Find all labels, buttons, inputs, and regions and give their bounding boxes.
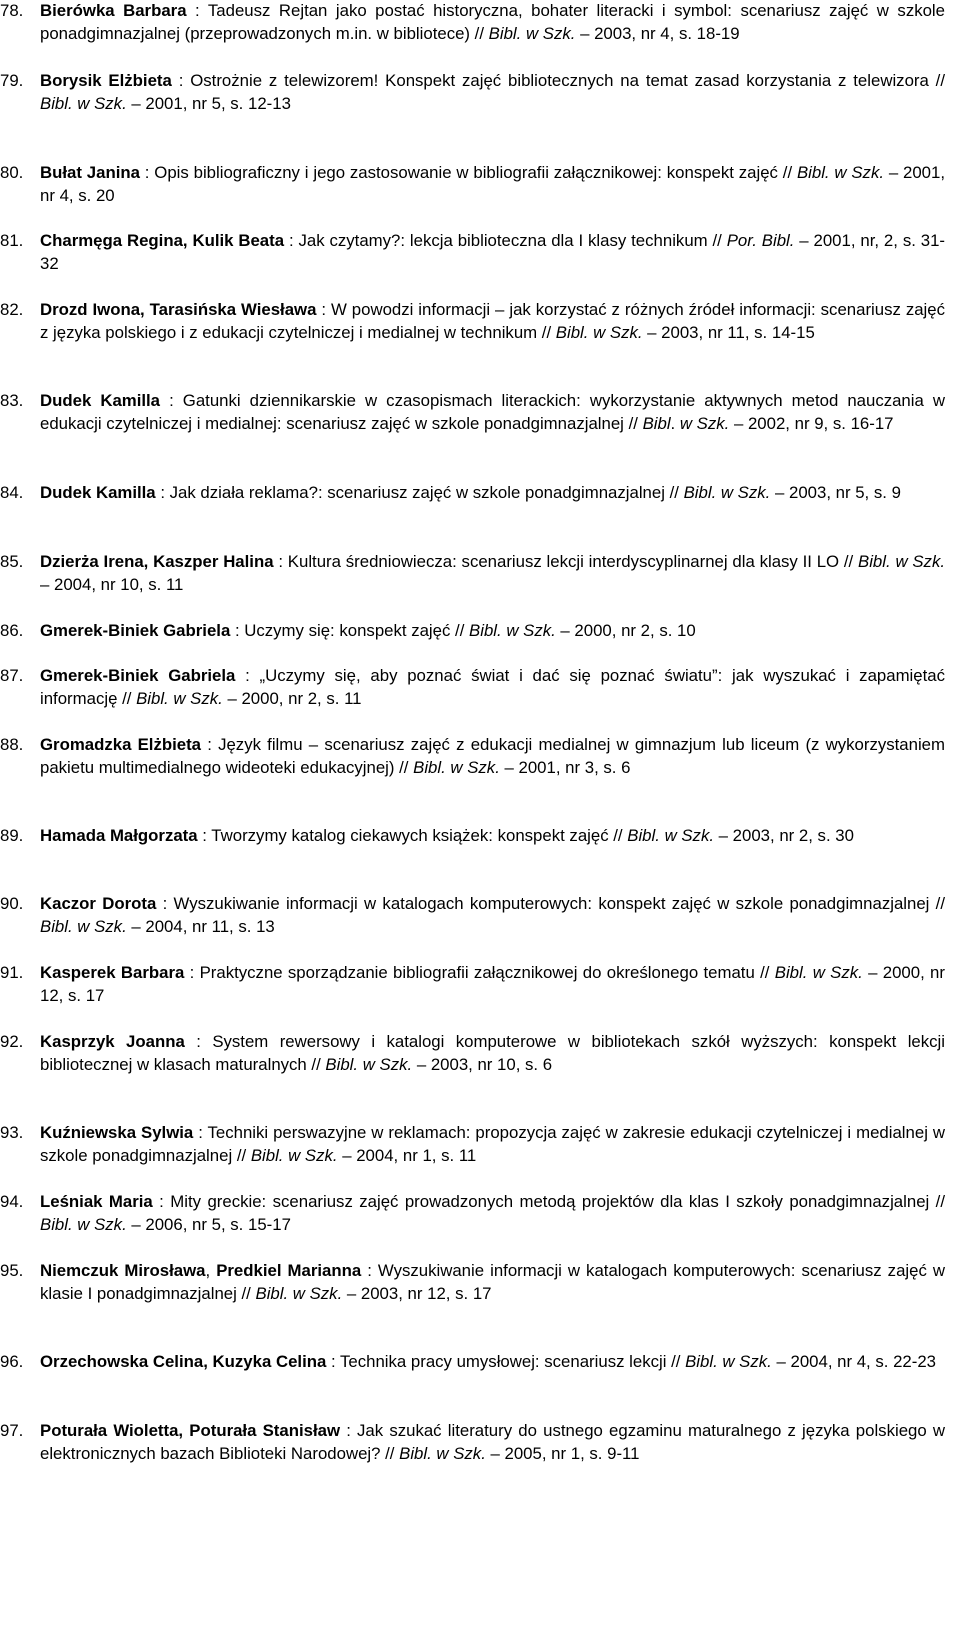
entry-text: – 2004, nr 10, s. 11 xyxy=(40,574,184,594)
entry-text: : Techniki perswazyjne w reklamach: propozycja zajęć w zakresie edukacji czytelniczej i medialnej w szkole ponadgimnazjalnej // xyxy=(40,1123,945,1165)
entry-text: – 2006, nr 5, s. 15-17 xyxy=(126,1214,291,1234)
entry-author: Hamada Małgorzata xyxy=(40,826,198,845)
journal-title: Bibl. w Szk. xyxy=(683,483,771,502)
bibliography-entry xyxy=(0,1420,945,1465)
bibliography-entry xyxy=(0,162,946,207)
journal-title: Bibl. w Szk. xyxy=(40,916,127,936)
entry-text: : W powodzi informacji – jak korzystać z różnych źródeł informacji: scenariusz zajęć z języka polskiego i z edukacji czytelniczej i medialnej w technikum // xyxy=(40,300,945,342)
entry-number: 86. xyxy=(0,621,24,640)
entry-number: 92. xyxy=(0,1032,24,1051)
bibliography-entry xyxy=(0,962,945,1007)
entry-number: 82. xyxy=(0,300,24,319)
entry-number: 88. xyxy=(0,735,24,754)
entry-number: 81. xyxy=(0,231,24,250)
entry-number: 95. xyxy=(0,1261,24,1280)
entry-number: 85. xyxy=(0,552,24,571)
entry-number: 96. xyxy=(0,1352,24,1371)
journal-title: Bibl. w Szk. xyxy=(40,93,127,113)
entry-text: : Gatunki dziennikarskie w czasopismach literackich: wykorzystanie aktywnych metod nauczania w edukacji czytelniczej i medialnej: scenariusz zajęć w szkole ponadgimnazjalnej // xyxy=(40,391,945,433)
bibliography-entry xyxy=(0,390,945,435)
journal-title: Bibl. w Szk. xyxy=(250,1145,338,1165)
entry-text: : „Uczymy się, aby poznać świat i dać się poznać światu”: jak wyszukać i zapamiętać informację // xyxy=(40,666,946,708)
bibliography-entry xyxy=(0,1260,945,1305)
entry-text: : Tworzymy katalog ciekawych książek: konspekt zajęć // xyxy=(197,826,628,845)
entry-text: – 2005, nr 1, s. 9-11 xyxy=(485,1443,640,1463)
journal-title: Bibl. w Szk. xyxy=(136,688,223,708)
entry-author: Kasprzyk Joanna xyxy=(40,1032,185,1051)
entry-author: Dudek Kamilla xyxy=(40,483,156,502)
bibliography-entry xyxy=(0,1122,945,1167)
entry-number: 80. xyxy=(0,163,24,182)
entry-text: – 2002, nr 9, s. 16-17 xyxy=(729,413,894,433)
entry-author: Charmęga Regina, Kulik Beata xyxy=(40,231,285,250)
bibliography-entry xyxy=(0,482,945,505)
entry-text: : Jak czytamy?: lekcja biblioteczna dla I klasy technikum // xyxy=(284,231,727,250)
entry-number: 94. xyxy=(0,1192,24,1211)
entry-author: Leśniak Maria xyxy=(40,1192,153,1211)
entry-author: Poturała Wioletta, Poturała Stanisław xyxy=(40,1421,341,1440)
entry-text: – 2001, nr 4, s. 20 xyxy=(40,163,946,205)
entry-author: Kaczor Dorota xyxy=(40,894,157,913)
journal-title: Bibl. w Szk. xyxy=(774,963,863,982)
entry-number: 87. xyxy=(0,666,24,685)
entry-text: : Kultura średniowiecza: scenariusz lekcji interdyscyplinarnej dla klasy II LO // xyxy=(273,552,859,571)
entry-text: – 2000, nr 2, s. 11 xyxy=(222,688,362,708)
entry-author: Gmerek-Biniek Gabriela xyxy=(40,621,231,640)
entry-text: : Opis bibliograficzny i jego zastosowanie w bibliografii załącznikowej: konspekt zajęć // xyxy=(139,163,797,182)
entry-text: : Wyszukiwanie informacji w katalogach komputerowych: scenariusz zajęć w klasie I ponadgimnazjalnej // xyxy=(40,1261,945,1303)
journal-title: Bibl. w Szk. xyxy=(555,322,643,342)
entry-text: – 2001, nr, 2, s. 31-32 xyxy=(40,231,946,273)
entry-author: Dzierża Irena, Kaszper Halina xyxy=(40,552,274,571)
entry-author: Bierówka Barbara xyxy=(40,1,187,20)
journal-title: Bibl. w Szk. xyxy=(488,23,576,43)
bibliography-entry xyxy=(0,734,945,779)
bibliography-entry xyxy=(0,551,945,596)
journal-title: Bibl. w Szk. xyxy=(858,552,945,571)
bibliography-entry xyxy=(0,665,946,710)
entry-text: : Język filmu – scenariusz zajęć z edukacji medialnej w gimnazjum lub liceum (z wykorzystaniem pakietu multimedialnego wideoteki edukacyjnej) // xyxy=(40,735,945,777)
entry-number: 93. xyxy=(0,1123,24,1142)
journal-title: Bibl. w Szk. xyxy=(255,1283,343,1303)
entry-author: Predkiel Marianna xyxy=(216,1261,362,1280)
entry-text: – 2004, nr 4, s. 22-23 xyxy=(771,1352,937,1371)
entry-number: 78. xyxy=(0,1,24,20)
entry-text: : Wyszukiwanie informacji w katalogach komputerowych: konspekt zajęć w szkole ponadgimnazjalnej // xyxy=(156,894,945,913)
entry-text: – 2003, nr 4, s. 18-19 xyxy=(575,23,740,43)
entry-number: 79. xyxy=(0,71,24,90)
journal-title: Bibl. w Szk. xyxy=(796,163,885,182)
entry-text: – 2004, nr 1, s. 11 xyxy=(337,1145,477,1165)
entry-text: – 2000, nr 12, s. 17 xyxy=(40,963,945,1005)
entry-author: Kasperek Barbara xyxy=(40,963,185,982)
entry-author: Gromadzka Elżbieta xyxy=(40,735,202,754)
entry-text: : System rewersowy i katalogi komputerowe w bibliotekach szkół wyższych: konspekt lekcji bibliotecznej w klasach maturalnych // xyxy=(40,1032,945,1074)
entry-author: Orzechowska Celina, Kuzyka Celina xyxy=(40,1352,327,1371)
journal-title: Bibl. w Szk. xyxy=(325,1054,413,1074)
journal-title: Por. Bibl. xyxy=(726,231,795,250)
entry-text: : Jak szukać literatury do ustnego egzaminu maturalnego z języka polskiego w elektronicznych bazach Biblioteki Narodowej? // xyxy=(40,1421,945,1463)
entry-author: Bułat Janina xyxy=(40,163,140,182)
bibliography-entry xyxy=(0,893,945,938)
journal-title: Bibl. w Szk. xyxy=(413,757,500,777)
entry-text: : Ostrożnie z telewizorem! Konspekt zajęć bibliotecznych na temat zasad korzystania z telewizora // xyxy=(171,71,946,90)
bibliography-entry xyxy=(0,620,945,643)
journal-title: Bibl. w Szk. xyxy=(469,621,556,640)
entry-author: Dudek Kamilla xyxy=(40,391,161,410)
entry-text: : Uczymy się: konspekt zajęć // xyxy=(230,621,470,640)
entry-text: , xyxy=(205,1261,217,1280)
bibliography-entry xyxy=(0,299,945,344)
bibliography-entry xyxy=(0,1351,945,1374)
entry-number: 90. xyxy=(0,894,24,913)
entry-author: Niemczuk Mirosława xyxy=(40,1261,206,1280)
entry-author: Gmerek-Biniek Gabriela xyxy=(40,666,236,685)
entry-author: Drozd Iwona, Tarasińska Wiesława xyxy=(40,300,317,319)
entry-author: Borysik Elżbieta xyxy=(40,71,172,90)
bibliography-entry xyxy=(0,230,946,275)
journal-title: Bibl. w Szk. xyxy=(399,1443,486,1463)
entry-text: – 2003, nr 5, s. 9 xyxy=(770,483,901,502)
journal-title: Bibl. w Szk. xyxy=(627,826,714,845)
journal-title: Bibl. w Szk. xyxy=(40,1214,127,1234)
entry-author: Kuźniewska Sylwia xyxy=(40,1123,194,1142)
entry-text: : Mity greckie: scenariusz zajęć prowadzonych metodą projektów dla klas I szkoły ponadgimnazjalnej // xyxy=(152,1192,946,1211)
entry-number: 84. xyxy=(0,483,24,502)
entry-text: – 2003, nr 2, s. 30 xyxy=(714,826,854,845)
entry-number: 91. xyxy=(0,963,24,982)
entry-number: 89. xyxy=(0,826,24,845)
bibliography-entry xyxy=(0,0,945,45)
entry-text: – 2003, nr 12, s. 17 xyxy=(342,1283,492,1303)
journal-title: w Szk. xyxy=(679,413,730,433)
journal-title: Bibl xyxy=(642,413,671,433)
entry-text: – 2000, nr 2, s. 10 xyxy=(555,621,696,640)
entry-text: : Jak działa reklama?: scenariusz zajęć w szkole ponadgimnazjalnej // xyxy=(155,483,684,502)
entry-text: : Praktyczne sporządzanie bibliografii załącznikowej do określonego tematu // xyxy=(184,963,775,982)
bibliography-entry xyxy=(0,1031,945,1076)
entry-text: – 2001, nr 3, s. 6 xyxy=(499,757,631,777)
entry-text: – 2001, nr 5, s. 12-13 xyxy=(126,93,291,113)
bibliography-entry xyxy=(0,825,945,848)
entry-text: . xyxy=(670,413,680,433)
entry-text: – 2003, nr 11, s. 14-15 xyxy=(642,322,815,342)
entry-number: 83. xyxy=(0,391,24,410)
bibliography-entry xyxy=(0,70,946,115)
entry-text: – 2003, nr 10, s. 6 xyxy=(412,1054,553,1074)
entry-number: 97. xyxy=(0,1421,24,1440)
entry-text: – 2004, nr 11, s. 13 xyxy=(126,916,275,936)
bibliography-entry xyxy=(0,1191,946,1236)
journal-title: Bibl. w Szk. xyxy=(685,1352,772,1371)
entry-text: : Technika pracy umysłowej: scenariusz lekcji // xyxy=(326,1352,686,1371)
entry-text: : Tadeusz Rejtan jako postać historyczna, bohater literacki i symbol: scenariusz zajęć w szkole ponadgimnazjalnej (przeprowadzonych m.in. w bibliotece) // xyxy=(40,1,945,43)
